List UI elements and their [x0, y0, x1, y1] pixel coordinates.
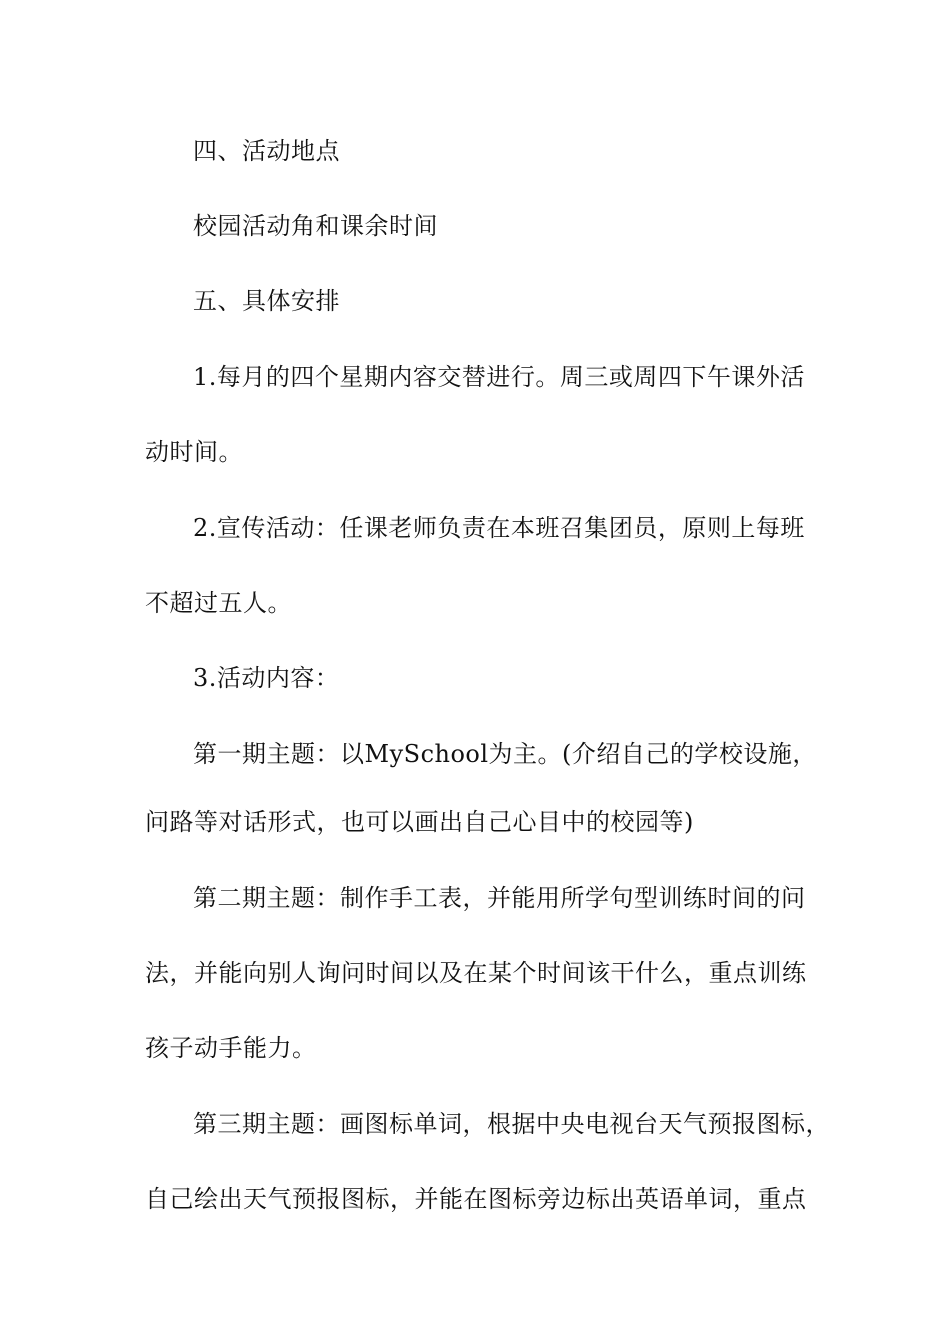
- paragraph-line: 2.宣传活动：任课老师负责在本班召集团员，原则上每班: [193, 514, 805, 542]
- paragraph-line: 法，并能向别人询问时间以及在某个时间该干什么，重点训练: [145, 959, 807, 987]
- paragraph-line: 校园活动角和课余时间: [193, 212, 438, 240]
- paragraph-line: 第一期主题：以MySchool为主。(介绍自己的学校设施，: [193, 740, 817, 768]
- paragraph-line: 第三期主题：画图标单词，根据中央电视台天气预报图标，: [193, 1110, 830, 1138]
- paragraph-line: 不超过五人。: [145, 589, 292, 617]
- section-heading-location: 四、活动地点: [193, 137, 340, 165]
- paragraph-line: 1.每月的四个星期内容交替进行。周三或周四下午课外活: [193, 363, 805, 391]
- paragraph-line: 孩子动手能力。: [145, 1034, 317, 1062]
- paragraph-line: 自己绘出天气预报图标，并能在图标旁边标出英语单词，重点: [145, 1185, 807, 1213]
- paragraph-line: 动时间。: [145, 438, 243, 466]
- paragraph-line: 第二期主题：制作手工表，并能用所学句型训练时间的问: [193, 884, 806, 912]
- section-heading-arrangement: 五、具体安排: [193, 287, 340, 315]
- paragraph-line: 3.活动内容：: [193, 664, 340, 692]
- paragraph-line: 问路等对话形式，也可以画出自己心目中的校园等): [145, 808, 694, 836]
